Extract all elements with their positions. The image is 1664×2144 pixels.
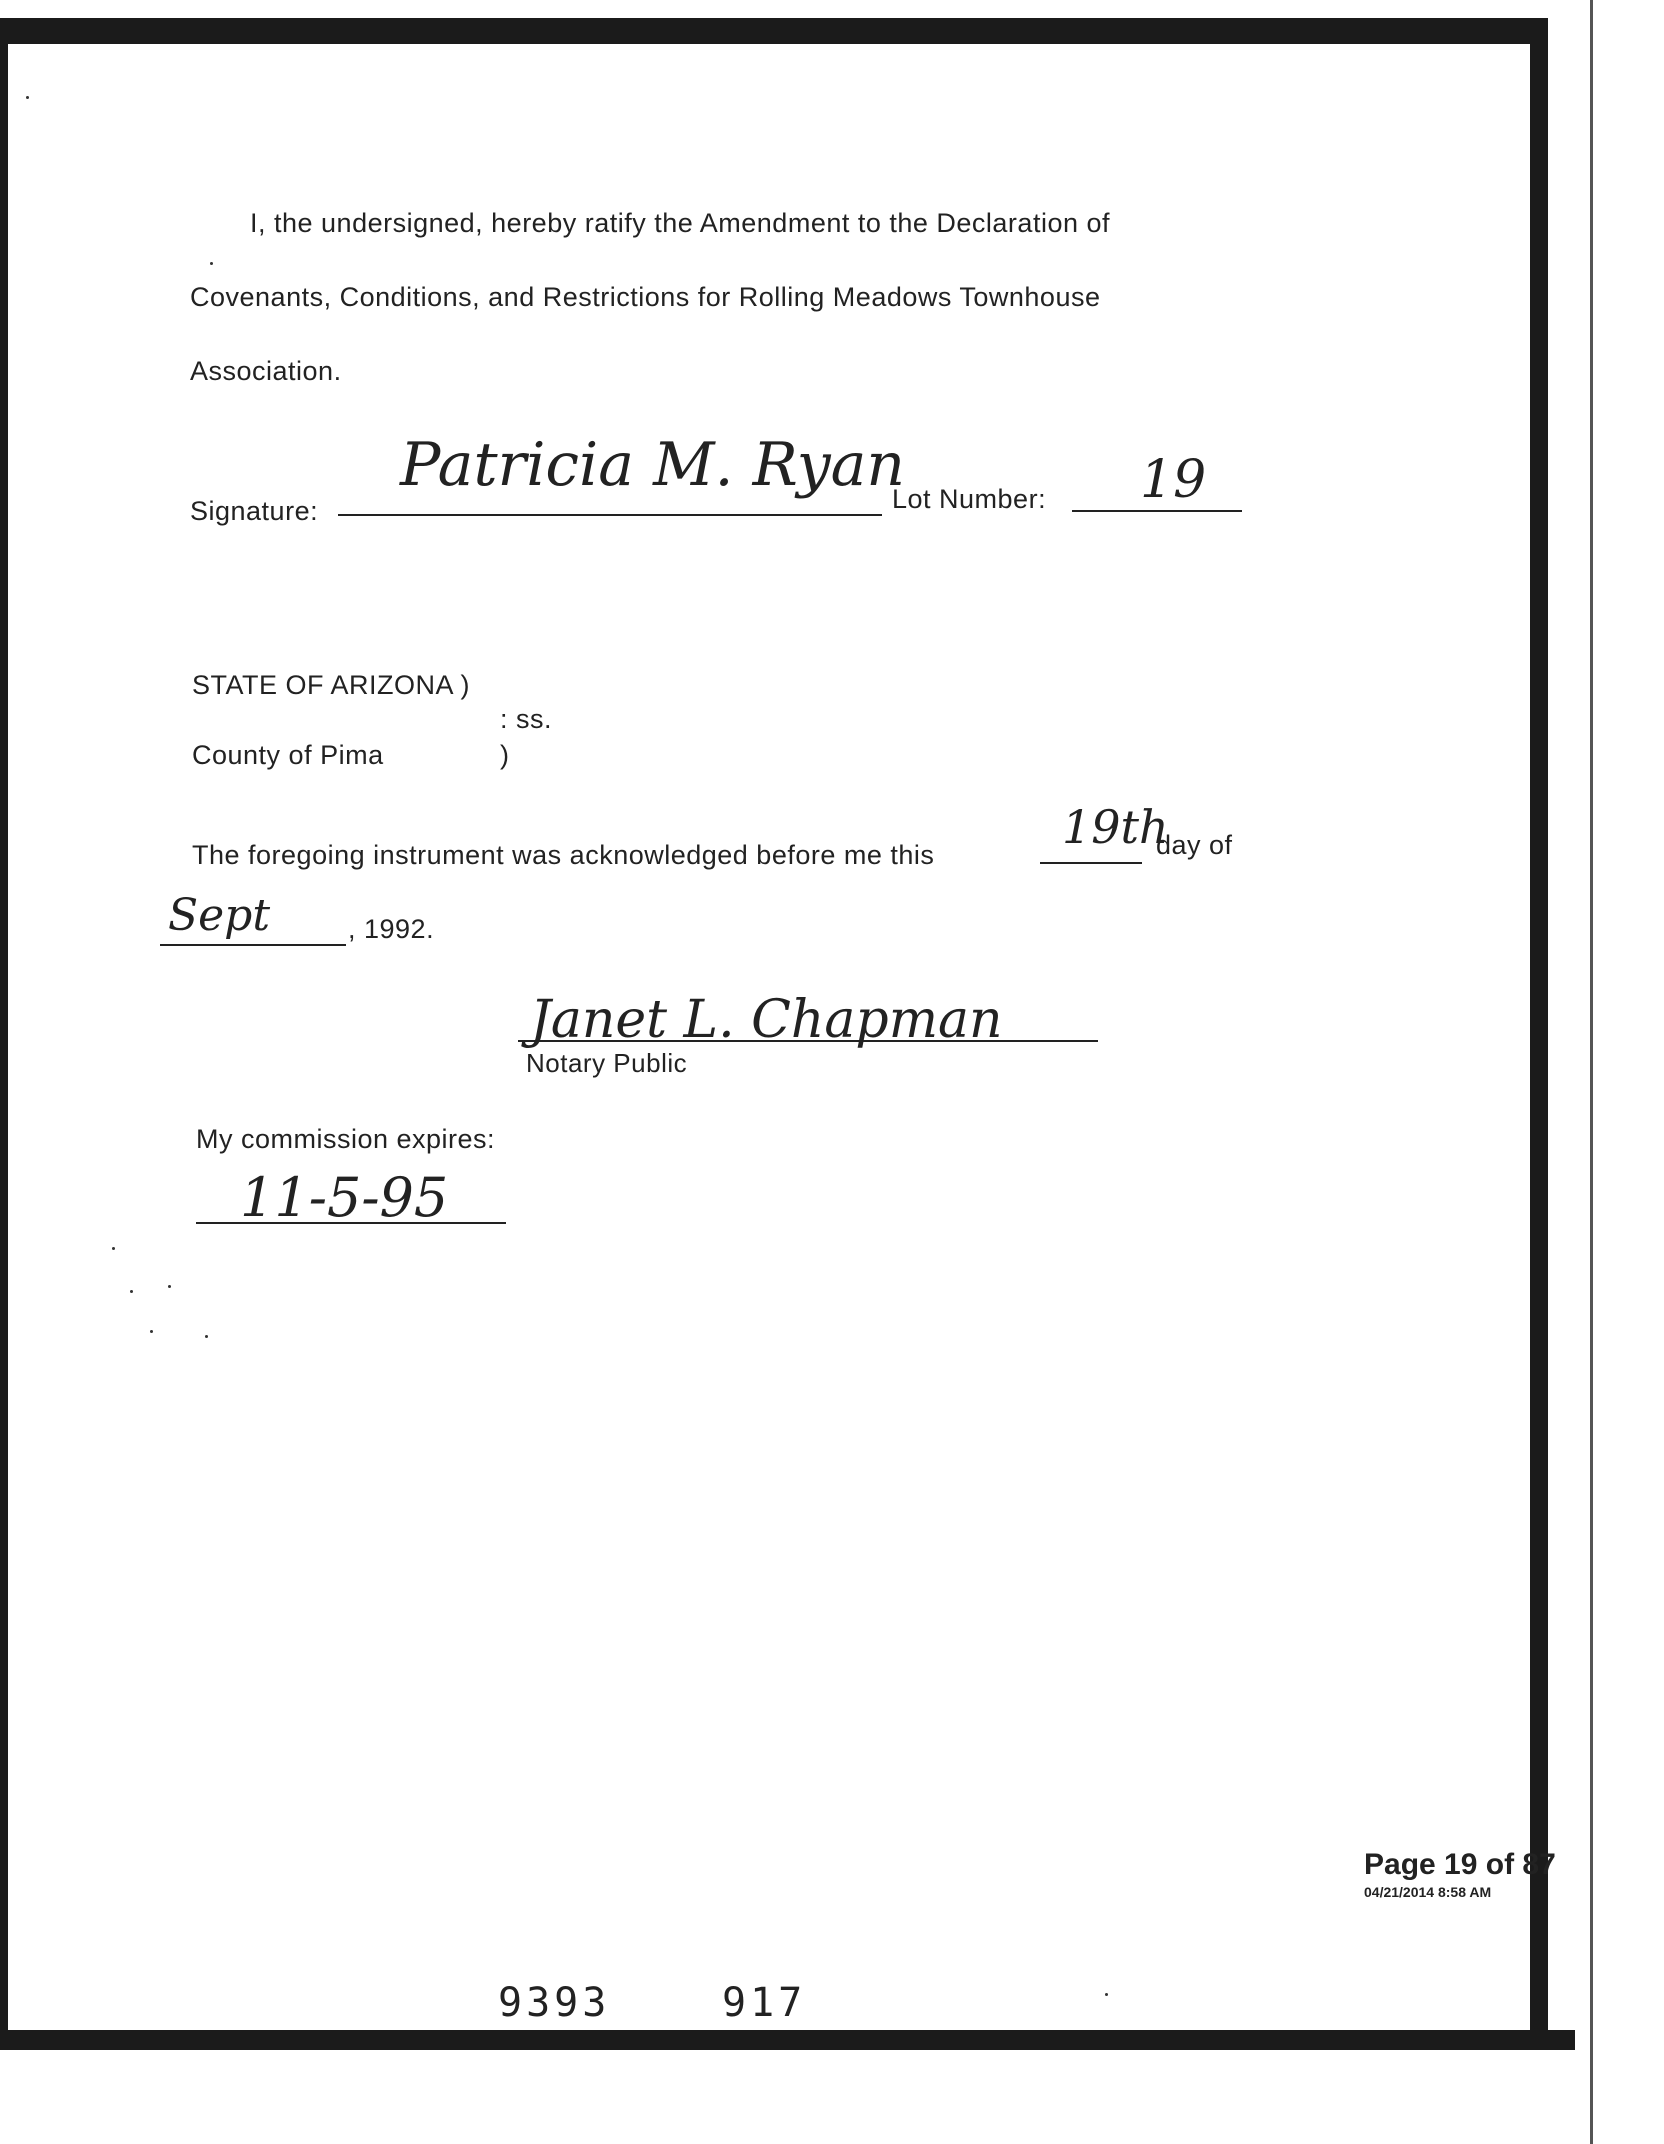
document-number-left: 9393 bbox=[498, 1980, 611, 2026]
scan-speck bbox=[1105, 1993, 1108, 1996]
handwritten-signature: Patricia M. Ryan bbox=[400, 430, 906, 500]
scan-border-right bbox=[1530, 18, 1548, 2050]
notary-public-label: Notary Public bbox=[526, 1048, 688, 1078]
scan-speck bbox=[26, 96, 29, 99]
page-label: Page 19 of 87 bbox=[1364, 1848, 1556, 1881]
acknowledgment-text: The foregoing instrument was acknowledged before me this bbox=[192, 840, 935, 870]
county-paren: ) bbox=[500, 740, 510, 770]
scan-edge-line bbox=[1590, 0, 1593, 2144]
lot-number-label: Lot Number: bbox=[892, 484, 1047, 514]
signature-line bbox=[338, 514, 882, 516]
scan-speck bbox=[168, 1285, 171, 1288]
county-of-pima: County of Pima bbox=[192, 740, 384, 770]
lot-number-line bbox=[1072, 510, 1242, 512]
scan-border-bottom bbox=[0, 2030, 1575, 2050]
commission-date: 11-5-95 bbox=[240, 1166, 449, 1229]
lot-number-value: 19 bbox=[1140, 450, 1207, 510]
scan-border-left bbox=[0, 18, 8, 2050]
ratification-line-2: Covenants, Conditions, and Restrictions for Rolling Meadows Townhouse bbox=[190, 282, 1101, 312]
print-timestamp: 04/21/2014 8:58 AM bbox=[1364, 1884, 1492, 1900]
acknowledgment-month: Sept bbox=[168, 890, 271, 941]
scan-border-top bbox=[0, 18, 1545, 44]
month-line bbox=[160, 944, 346, 946]
day-line bbox=[1040, 862, 1142, 864]
signature-label: Signature: bbox=[190, 496, 319, 526]
scan-speck bbox=[210, 262, 213, 265]
state-of-arizona: STATE OF ARIZONA ) bbox=[192, 670, 471, 700]
ratification-line-3: Association. bbox=[190, 356, 342, 386]
acknowledgment-day: 19th bbox=[1062, 800, 1169, 854]
day-of-text: day of bbox=[1156, 830, 1233, 860]
scan-speck bbox=[112, 1247, 115, 1250]
ss-mark: : ss. bbox=[500, 704, 553, 734]
scan-speck bbox=[205, 1335, 208, 1338]
commission-label: My commission expires: bbox=[196, 1124, 496, 1154]
scan-speck bbox=[150, 1330, 153, 1333]
ratification-line-1: I, the undersigned, hereby ratify the Amendment to the Declaration of bbox=[250, 208, 1110, 238]
document-number-right: 917 bbox=[722, 1980, 807, 2026]
acknowledgment-year: , 1992. bbox=[348, 914, 435, 944]
notary-signature: Janet L. Chapman bbox=[530, 990, 1003, 1050]
scan-speck bbox=[130, 1290, 133, 1293]
